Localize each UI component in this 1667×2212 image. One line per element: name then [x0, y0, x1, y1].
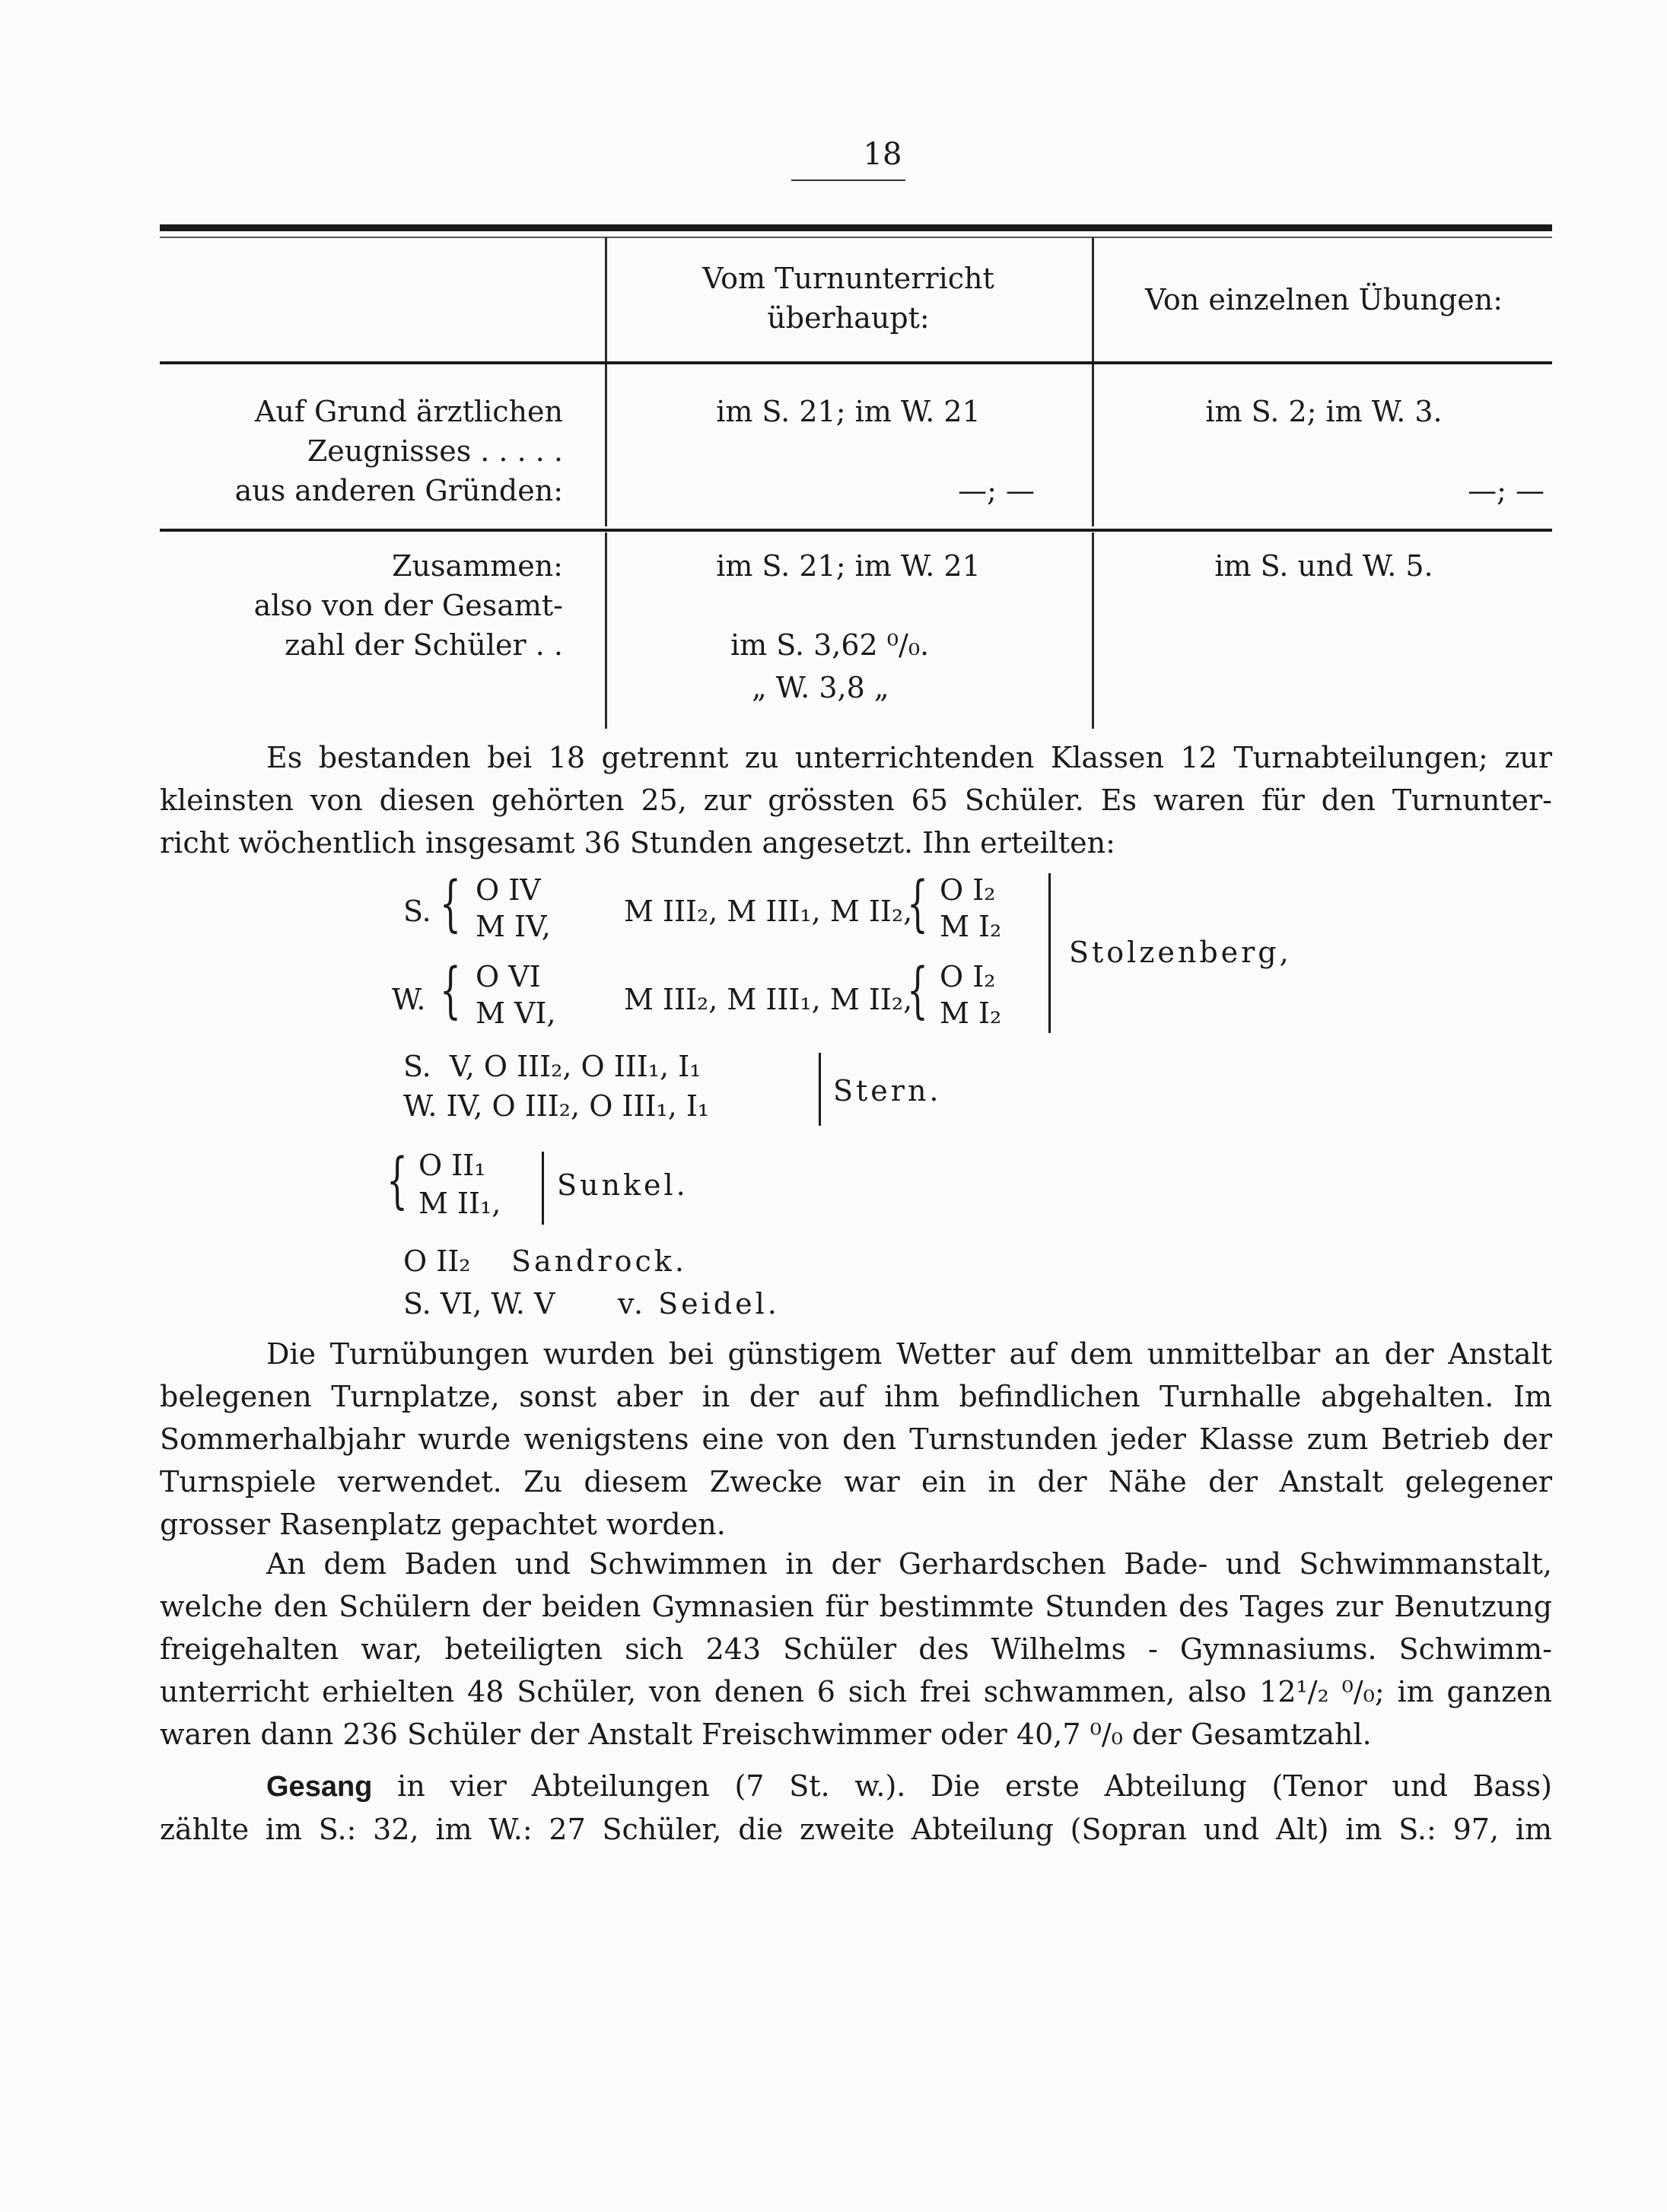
table-sum-rule	[160, 529, 1552, 532]
teacher-sandrock-class: O II₂	[403, 1244, 471, 1278]
percent-s: im S. 3,62 ⁰/₀.	[730, 628, 930, 662]
sum-label-line1: Zusammen:	[392, 549, 563, 583]
table-top-rule-thin	[160, 237, 1552, 238]
table-vline-1	[605, 237, 607, 526]
teacher-stern-w: W. IV, O III₂, O III₁, I₁	[403, 1089, 710, 1123]
percent-w: „ W. 3,8 „	[752, 671, 889, 704]
teacher-w-label: W.	[392, 983, 426, 1016]
sum-col3: im S. und W. 5.	[1214, 549, 1433, 583]
teacher-s-b: M IV,	[476, 910, 551, 943]
header-col3: Von einzelnen Übungen:	[1144, 283, 1503, 316]
table-vline-1b	[605, 532, 607, 729]
para2-line2: belegenen Turnplatze, sonst aber in der auf ihm befindlichen Turnhalle abgehalten. Im	[160, 1380, 1552, 1413]
teacher-w-c: O I₂	[940, 960, 996, 993]
teacher-stolzenberg: Stolzenberg,	[1069, 936, 1292, 969]
teacher-stern: Stern.	[833, 1074, 942, 1108]
para3-line2: welche den Schülern der beiden Gymnasien für bestimmte Stunden des Tages zur Benutzung	[160, 1590, 1552, 1623]
teacher-seidel-class: S. VI, W. V	[403, 1287, 555, 1321]
teacher-sunkel-a: O II₁	[418, 1149, 486, 1182]
para3-line5: waren dann 236 Schüler der Anstalt Freischwimmer oder 40,7 ⁰/₀ der Gesamtzahl.	[160, 1718, 1372, 1751]
teacher-s-label: S.	[403, 895, 431, 928]
table-vline-2	[1092, 237, 1094, 526]
sum-col2: im S. 21; im W. 21	[716, 549, 981, 583]
para4-line1	[160, 1765, 1552, 1808]
row1-label-line1: Auf Grund ärztlichen	[254, 395, 563, 428]
para2-line3: Sommerhalbjahr wurde wenigstens eine von den Turnstunden jeder Klasse zum Betrieb der	[160, 1422, 1552, 1456]
row1-label-line3: aus anderen Gründen:	[234, 474, 563, 507]
para1-line2: kleinsten von diesen gehörten 25, zur grössten 65 Schüler. Es waren für den Turnunter-	[160, 783, 1552, 817]
row2-col3: —; —	[1468, 474, 1545, 507]
para4-line2: zählte im S.: 32, im W.: 27 Schüler, die zweite Abteilung (Sopran und Alt) im S.: 97, im	[160, 1813, 1552, 1846]
brace-w-open2: {	[907, 955, 928, 1025]
para3-line3: freigehalten war, beteiligten sich 243 Schüler des Wilhelms - Gymnasiums. Schwimm-	[160, 1632, 1552, 1666]
teacher-sunkel-b: M II₁,	[418, 1187, 501, 1220]
sum-label-line2: also von der Gesamt-	[253, 589, 563, 622]
teacher-s-mid: M III₂, M III₁, M II₂,	[624, 895, 913, 928]
page-number-rule	[791, 180, 905, 181]
sum-label-line3: zahl der Schüler . .	[285, 628, 563, 662]
brace-sunkel-open: {	[387, 1145, 408, 1216]
row1-label	[160, 392, 563, 510]
para2-line5: grosser Rasenplatz gepachtet worden.	[160, 1508, 726, 1541]
paragraph-3	[160, 1543, 1552, 1756]
brace-stolzenberg	[1048, 873, 1051, 1033]
table-top-rule	[160, 224, 1552, 231]
para2-line4: Turnspiele verwendet. Zu diesem Zwecke war ein in der Nähe der Anstalt gelegener	[160, 1465, 1552, 1499]
brace-s-open: {	[440, 868, 461, 939]
teacher-s-c: O I₂	[940, 873, 996, 907]
paragraph-4	[160, 1765, 1552, 1851]
para1-line3: richt wöchentlich insgesamt 36 Stunden angesetzt. Ihn erteilten:	[160, 826, 1115, 860]
teacher-s-a: O IV	[476, 873, 541, 907]
header-col2-line2: überhaupt:	[767, 301, 930, 335]
sum-label	[160, 546, 563, 665]
row1-col3: im S. 2; im W. 3.	[1205, 395, 1443, 428]
teacher-seidel: v. Seidel.	[618, 1287, 780, 1321]
table-header-rule	[160, 361, 1552, 364]
para3-line1: An dem Baden und Schwimmen in der Gerhardschen Bade- und Schwimmanstalt,	[266, 1547, 1552, 1581]
table-vline-2b	[1092, 532, 1094, 729]
teacher-w-d: M I₂	[940, 996, 1002, 1030]
brace-w-open: {	[440, 955, 461, 1025]
header-col2	[609, 259, 1088, 338]
teacher-w-b: M VI,	[476, 996, 556, 1030]
para3-line4: unterricht erhielten 48 Schüler, von denen 6 sich frei schwammen, also 12¹/₂ ⁰/₀; im ganzen	[160, 1675, 1552, 1708]
teacher-sunkel: Sunkel.	[557, 1168, 689, 1202]
brace-s-open2: {	[907, 868, 928, 939]
header-col2-line1: Vom Turnunterricht	[702, 262, 994, 295]
row1-col2: im S. 21; im W. 21	[716, 395, 981, 428]
brace-stern	[819, 1053, 821, 1126]
paragraph-2	[160, 1333, 1552, 1546]
paragraph-1	[160, 736, 1552, 864]
teacher-w-a: O VI	[476, 960, 541, 993]
teacher-s-d: M I₂	[940, 910, 1002, 943]
teacher-sandrock: Sandrock.	[511, 1244, 687, 1278]
gesang-heading: Gesang	[266, 1771, 373, 1803]
para1-line1: Es bestanden bei 18 getrennt zu unterrichtenden Klassen 12 Turnabteilungen; zur	[266, 741, 1552, 774]
page-number: 18	[863, 137, 902, 172]
row2-col2: —; —	[958, 474, 1035, 507]
para4-line1-rest: in vier Abteilungen (7 St. w.). Die erste Abteilung (Tenor und Bass)	[397, 1769, 1552, 1803]
row1-label-line2: Zeugnisses . . . . .	[307, 434, 563, 468]
teacher-stern-s: S. V, O III₂, O III₁, I₁	[403, 1050, 701, 1083]
teacher-w-mid: M III₂, M III₁, M II₂,	[624, 983, 913, 1016]
brace-sunkel	[542, 1152, 544, 1225]
para2-line1: Die Turnübungen wurden bei günstigem Wetter auf dem unmittelbar an der Anstalt	[266, 1337, 1552, 1371]
